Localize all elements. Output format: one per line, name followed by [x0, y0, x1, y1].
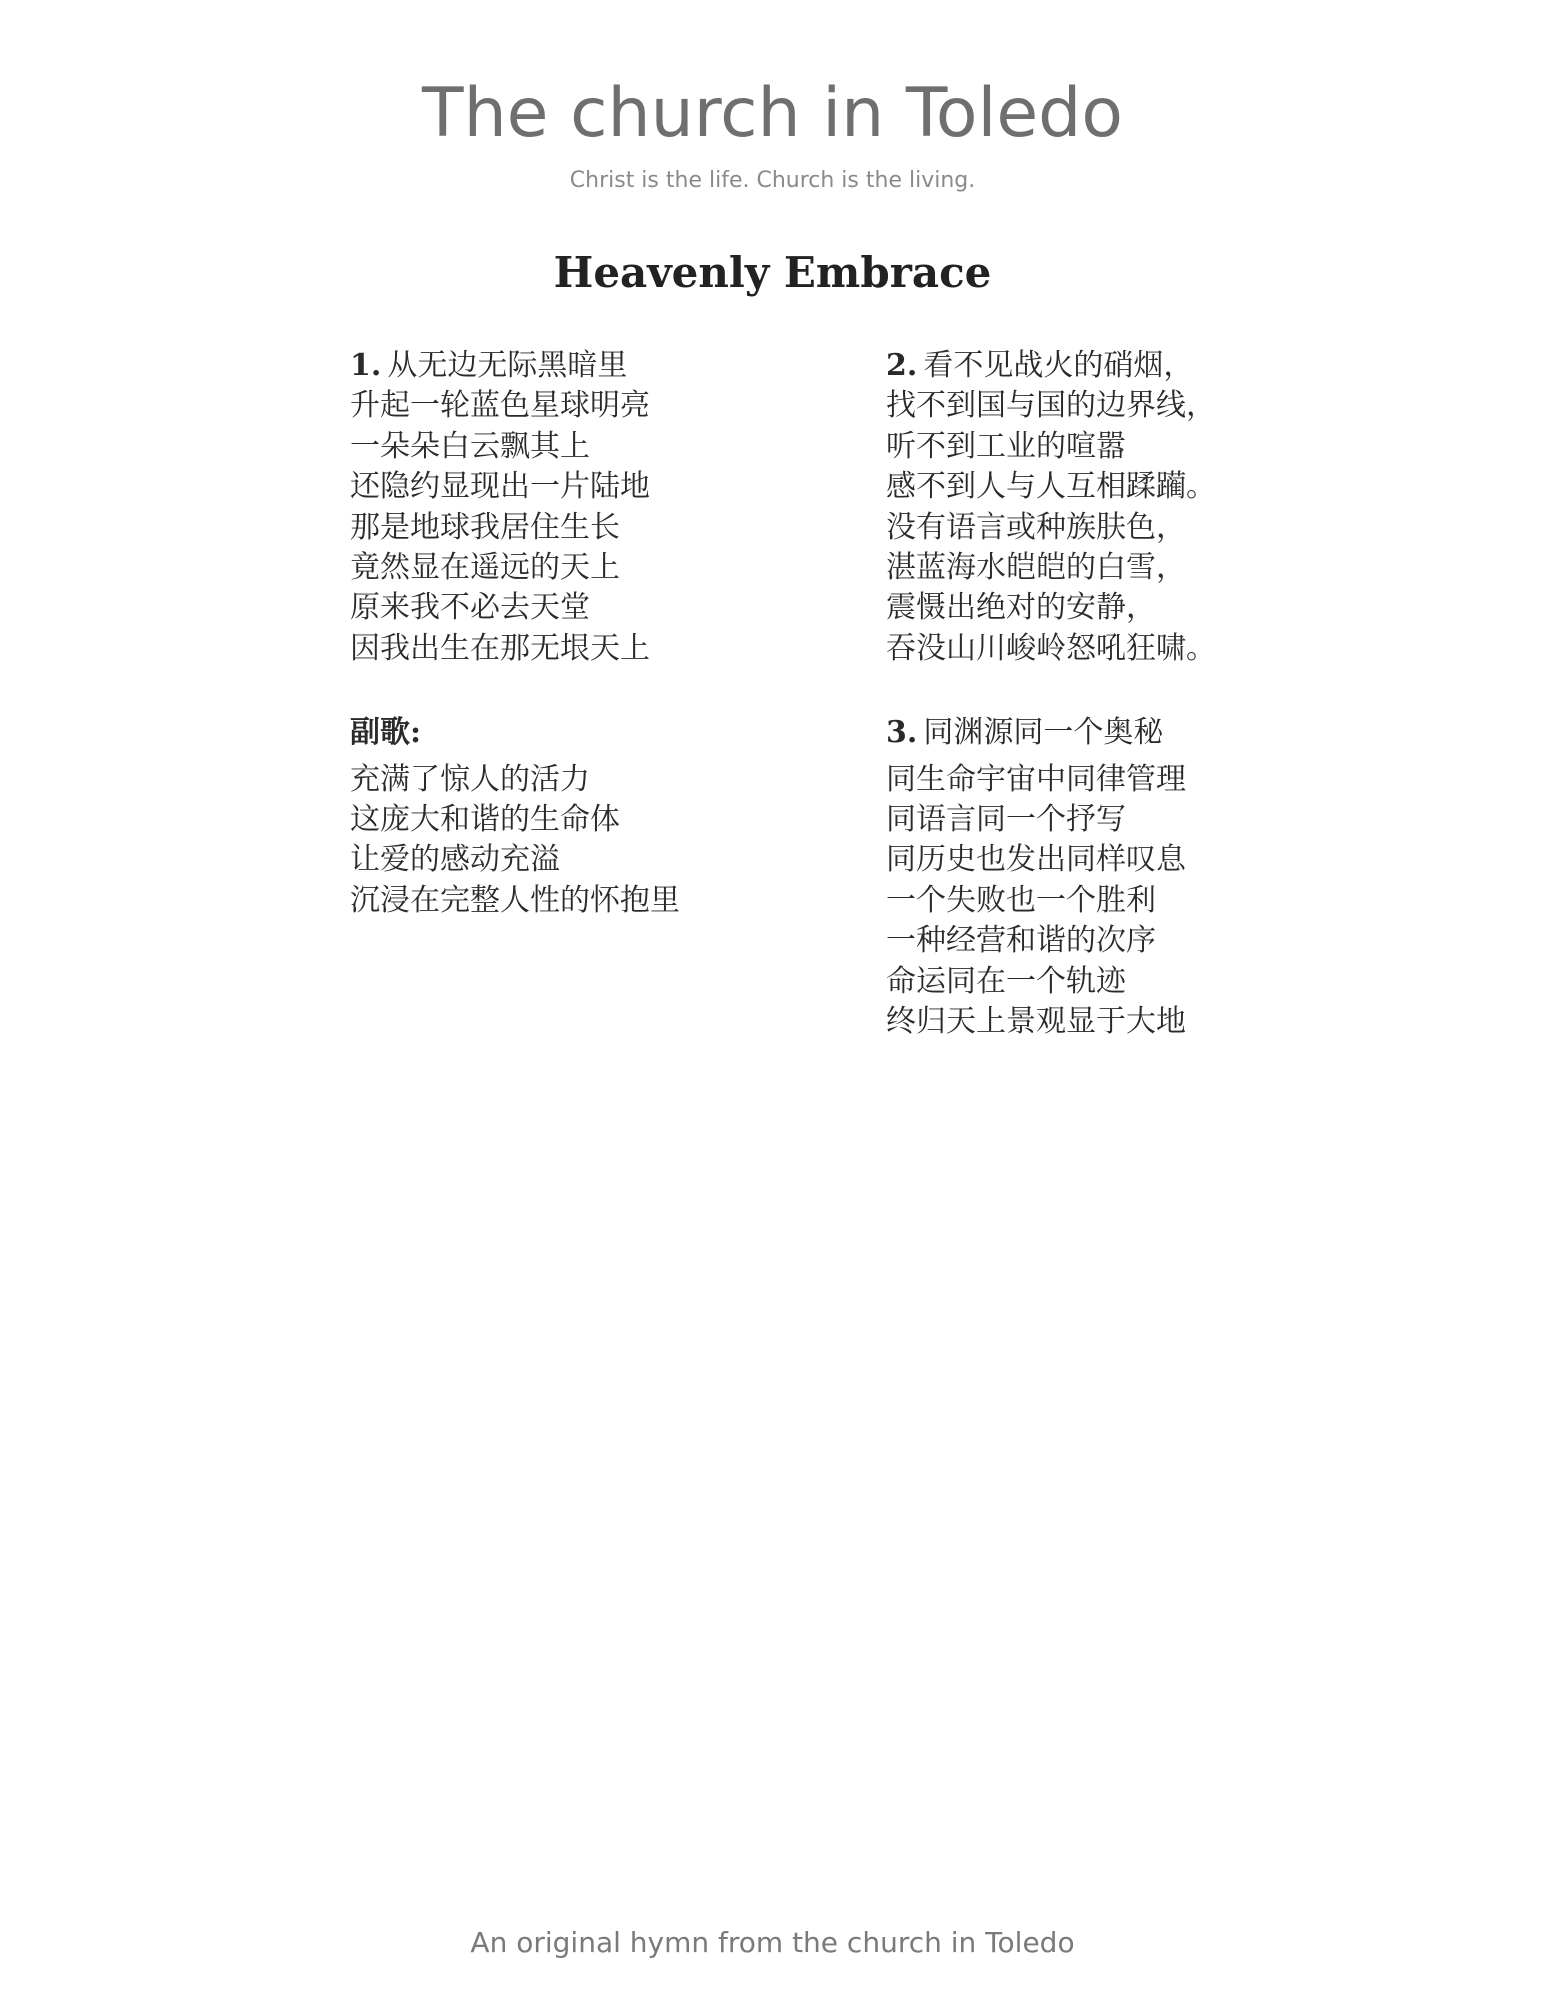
- chorus-line: 充满了惊人的活力: [350, 761, 590, 797]
- verse-line: 震慑出绝对的安静，: [886, 590, 1156, 626]
- verse-line: [886, 346, 1216, 386]
- verse-line: [886, 713, 1216, 753]
- verse-line: 终归天上景观显于大地: [886, 1004, 1186, 1040]
- verse-line: 一个失败也一个胜利: [886, 882, 1156, 918]
- verse-line: 升起一轮蓝色星球明亮: [350, 388, 650, 424]
- site-tagline: Christ is the life. Church is the living.: [569, 168, 976, 193]
- verse-1: [350, 346, 680, 669]
- verse-line: 找不到国与国的边界线，: [886, 388, 1216, 424]
- site-header: [0, 66, 1545, 196]
- verse-line: 湛蓝海水皑皑的白雪，: [886, 550, 1186, 586]
- verse-line: 听不到工业的喧嚣: [886, 428, 1126, 464]
- verse-line: 竟然显在遥远的天上: [350, 550, 620, 586]
- page-footer: An original hymn from the church in Toledo: [470, 1926, 1075, 1959]
- verse-2: [886, 346, 1216, 669]
- verse-line: 感不到人与人互相蹂躏。: [886, 469, 1216, 505]
- site-title: The church in Toledo: [422, 74, 1123, 153]
- verse-line: 那是地球我居住生长: [350, 509, 620, 545]
- chorus-line: 这庞大和谐的生命体: [350, 802, 620, 838]
- chorus-label: 副歌:: [350, 715, 422, 751]
- chorus: [350, 713, 680, 921]
- verse-line: 还隐约显现出一片陆地: [350, 469, 650, 505]
- verse-line: 命运同在一个轨迹: [886, 963, 1126, 999]
- verse-text: 同渊源同一个奥秘: [923, 715, 1164, 751]
- verse-number: 2.: [886, 348, 918, 383]
- verse-line: 同语言同一个抒写: [886, 802, 1126, 838]
- verse-text: 看不见战火的硝烟，: [923, 348, 1194, 383]
- verse-number: 1.: [350, 348, 382, 383]
- verse-line: 原来我不必去天堂: [350, 590, 590, 626]
- verse-line: 同生命宇宙中同律管理: [886, 761, 1186, 797]
- verse-line: 一朵朵白云飘其上: [350, 428, 590, 464]
- verse-line: 吞没山川峻岭怒吼狂啸。: [886, 630, 1216, 666]
- chorus-line: 让爱的感动充溢: [350, 842, 560, 878]
- verse-line: 一种经营和谐的次序: [886, 923, 1156, 959]
- lyrics-column-left: [350, 346, 680, 921]
- chorus-line: 沉浸在完整人性的怀抱里: [350, 882, 680, 918]
- verse-line: 没有语言或种族肤色，: [886, 509, 1186, 545]
- verse-number: 3.: [886, 715, 918, 751]
- verse-3: [886, 713, 1216, 1042]
- verse-text: 从无边无际黑暗里: [387, 348, 628, 383]
- verse-line: [350, 346, 680, 386]
- verse-line: 因我出生在那无垠天上: [350, 630, 650, 666]
- lyrics-column-right: [886, 346, 1216, 1043]
- hymn-title: Heavenly Embrace: [553, 248, 992, 297]
- verse-line: 同历史也发出同样叹息: [886, 842, 1186, 878]
